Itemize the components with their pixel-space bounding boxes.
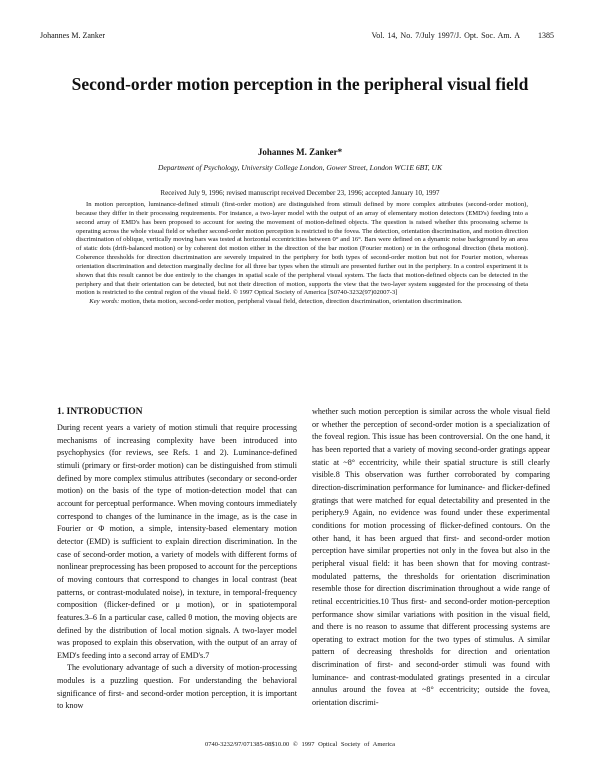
abstract-text: In motion perception, luminance-defined stimuli (first-order motion) are distinguished from stimuli defined by more complex attributes (second-order motion), because they differ in their processing requirements. For instance, a two-layer model with the output of an array of elementary motion detectors (EMD's) feeding into a second array of EMD's has been proposed to account for seeing the movement of motion-defined objects. The question is raised whether this processing scheme is operating across the whole visual field or whether second-order motion perception is restricted to the fovea. The detection, orientation discrimination, and motion direction discrimination of oblique, vertically moving bars was tested at horizontal eccentricities between 0° and 16°. Bars were defined on a dynamic noise background by an area of static dots (drift-balanced motion) or by coherent dot motion either in the direction of the bar motion (Fourier motion) or in the orthogonal direction (theta motion). Coherence thresholds for direction discrimination are severely impaired in the periphery for both types of second-order motion but not for Fourier motion, whereas orientation discrimination and detection marginally decline for all three bar types when the stimuli are presented further out in the periphery. In a control experiment it is shown that this result cannot be due entirely to the changes in spatial scale of the peripheral visual system. The facts that motion-defined objects can be detected in the periphery and that their orientation can be detected, but not their direction of motion, supports the view that the two-layer system suggested for the processing of theta motion is restricted to the central region of the visual field. © 1997 Optical Society of America [S0740-3232(97)02007-3] [76,201,528,297]
keywords [76,298,528,307]
running-header-author: Johannes M. Zanker [40,31,106,40]
intro-paragraph-2: The evolutionary advantage of such a diversity of motion-processing modules is a puzzling question. For understanding the behavioral significance of first- and second-order motion perception, it is important to know [57,663,297,711]
journal-citation: Vol. 14, No. 7/July 1997/J. Opt. Soc. Am. A [371,31,520,40]
paper-title: Second-order motion perception in the peripheral visual field [71,74,529,94]
footer-copyright: 0740-3232/97/071385-08$10.00 © 1997 Optical Society of America [204,741,396,748]
keywords-text: motion, theta motion, second-order motion, peripheral visual field, detection, direction discrimination, orientation discrimination. [120,298,463,306]
author-affiliation: Department of Psychology, University College London, Gower Street, London WC1E 6BT, UK [158,163,442,172]
intro-paragraph-1: During recent years a variety of motion stimuli that require processing mechanisms of increasing complexity have been introduced into psychophysics (for reviews, see Refs. 1 and 2). Luminance-defined stimuli (primary or first-order motion) can be distinguished from stimuli defined by more complex stimulus attributes (secondary or second-order motion) on the basis of the type of motion-detection model that can account for perceptual performance. When moving contours immediately correspond to changes of the luminance in the image, as is the case in Fourier or Φ motion, a simple, intensity-based elementary motion detector (EMD) is sufficient to explain direction discrimination. In the case of second-order motion, a variety of models with different forms of nonlinear preprocessing has been proposed to account for the perceptions of moving contours that correspond to changes in local contrast (beat patterns, or contrast-modulated noise), in texture, in temporal-frequency composition (flicker-defined or μ motion), or in spatiotemporal features.3–6 In a particular case, called θ motion, the moving objects are defined by the distribution of local motion signals. A two-layer model was proposed to explain this observation, with the output of an array of EMD's feeding into a second array of EMD's.7 [57,423,297,660]
author-name: Johannes M. Zanker* [257,147,343,157]
section-heading: 1. INTRODUCTION [57,407,143,417]
running-header-journal [371,31,554,40]
right-column [312,406,550,710]
abstract [76,201,528,307]
keywords-label: Key words: [89,298,120,306]
right-column-text: whether such motion perception is similar across the whole visual field or whether the perception of second-order motion is a specialization of the foveal region. This issue has been controversial. On the one hand, it has been reported that a variety of moving second-order gratings appear static at ~8° eccentricity, while their spatial structure is still clearly visible.8 This observation was further corroborated by comparing direction-discrimination performance for luminance- and flicker-defined gratings that were matched for equal detectability and presented in the periphery.9 Again, no evidence was found under these experimental conditions for motion processing of flicker-defined contours. On the other hand, it has been argued that first- and second-order motion perception have similar properties not only in the fovea but also in the peripheral visual field: it has been shown that for moving contrast-modulated patterns, the thresholds for orientation discrimination resemble those for direction discrimination throughout a wide range of retinal eccentricities.10 Thus first- and second-order motion-perception performance show similar variations with position in the visual field, and there is no reason to assume that different processing systems are operating to extract motion for the two types of stimulus. A similar pattern of decreasing thresholds for direction and orientation discrimination of first- and second-order stimuli was found with luminance- and contrast-modulated gratings presented in a circular annulus around the fovea at ~8° eccentricity; outside the fovea, orientation discrimi- [312,407,550,708]
left-column [57,422,297,713]
received-dates: Received July 9, 1996; revised manuscript received December 23, 1996; accepted January 10, 1997 [160,189,440,197]
page-number: 1385 [538,31,554,40]
